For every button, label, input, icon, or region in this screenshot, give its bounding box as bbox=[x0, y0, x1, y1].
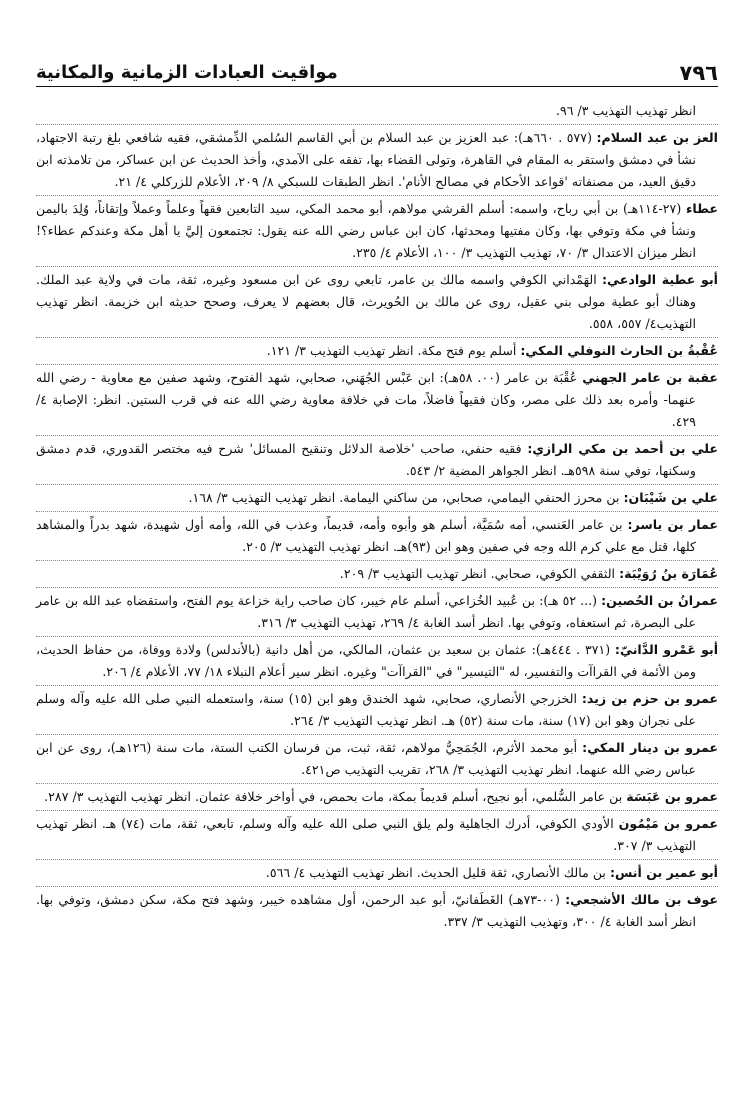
entry-text: (... ٥٢ هـ): بن عُبيد الخُزاعي، أسلم عام خيبر، كان صاحب راية خزاعة يوم الفتح، واستقضاه عبد الله بن عامر على البصرة، ثم استعفاه، وتوفي بها. انظر أسد الغابة ٤/ ٢٦٩، تهذيب التهذيب ٣/ ٣١٦. bbox=[36, 593, 696, 630]
list-item bbox=[36, 637, 718, 686]
list-item bbox=[36, 860, 718, 887]
entry-name: أبو عمير بن أنس: bbox=[609, 865, 718, 880]
entry-name: علي بن شَيْبَان: bbox=[623, 490, 718, 505]
list-item bbox=[36, 485, 718, 512]
entry-name: عمرو بن دينار المكي: bbox=[582, 740, 719, 755]
list-item bbox=[36, 561, 718, 588]
list-item bbox=[36, 196, 718, 267]
entry-text: فقيه حنفي، صاحب 'خلاصة الدلائل وتنقيح المسائل' شرح فيه مختصر القدوري، قدم دمشق وسكنها، توفي سنة ٥٩٨هـ. انظر الجواهر المضية ٢/ ٥٤٣. bbox=[36, 441, 696, 478]
entry-text: بن عامر السُّلمي، أبو نجيح، أسلم قديماً بمكة، مات بحمص، في أواخر خلافة عثمان. انظر تهذيب التهذيب ٣/ ٢٨٧. bbox=[44, 789, 627, 804]
entry-text: (٥٧٧ . ٦٦٠هـ): عبد العزيز بن عبد السلام بن أبي القاسم السُلمي الدِّمشقي، فقيه شافعي بلغ رتبة الاجتهاد، نشأ في دمشق واستقر به المقام في القاهرة، وتولى القضاء بها، تفقه على الآمدي، وأخذ الحديث عن ابن عساكر، من تلامذته ابن دقيق العيد، من مصنفاته 'قواعد الأحكام في مصالح الأنام'. انظر الطبقات للسبكي ٨/ ٢٠٩، الأعلام للزركلي ٤/ ٢١. bbox=[36, 130, 696, 189]
entry-text: (٣٧١ . ٤٤٤هـ): عثمان بن سعيد بن عثمان، المالكي، من أهل دانية (بالأندلس) ولادة ووفاة، من حفاظ الحديث، ومن الأئمة في القراآت والتفسير، له "التيسير" في "القراآت" وغيره. انظر سير أعلام النبلاء ١٨/ ٧٧، الأعلام ٤/ ٢٠٦. bbox=[36, 642, 696, 679]
list-item bbox=[36, 686, 718, 735]
list-item bbox=[36, 365, 718, 436]
entry-name: العز بن عبد السلام: bbox=[596, 130, 718, 145]
list-item bbox=[36, 267, 718, 338]
list-item bbox=[36, 735, 718, 784]
entry-text: بن مالك الأنصاري، ثقة قليل الحديث. انظر تهذيب التهذيب ٤/ ٥٦٦. bbox=[265, 865, 610, 880]
entry-text: (٠٠-٧٣هـ) الغَطَفانيّ، أبو عبد الرحمن، أول مشاهده خيبر، وشهد فتح مكة، سكن دمشق، وتوفي بها. انظر أسد الغابة ٤/ ٣٠٠، وتهذيب التهذيب ٣/ ٣٣٧. bbox=[36, 892, 696, 929]
entry-text: بن محرز الحنفي اليمامي، صحابي، من ساكني اليمامة. انظر تهذيب التهذيب ٣/ ١٦٨. bbox=[188, 490, 624, 505]
entry-text: أبو محمد الأثرم، الجُمَحِيُّ مولاهم، ثقة، ثبت، من فرسان الكتب الستة، مات سنة (١٢٦هـ)، روى عن ابن عباس رضي الله عنهما. انظر تهذيب التهذيب ٣/ ٢٦٨، تقريب التهذيب ص٤٢١. bbox=[36, 740, 696, 777]
entry-name: عمرانُ بن الحُصين: bbox=[601, 593, 718, 608]
entry-text: عُقْبَة بن عامر (٠٠. ٥٨هـ): ابن عَبْس الجُهَني، صحابي، شهد الفتوح، وشهد صفين مع معاوية - رضي الله عنهما- وأمره بعد ذلك على مصر، وكان فقيهاً فاضلاً، مات في خلافة معاوية رضي الله عنه في قرب الستين. انظر: الإصابة ٤/ ٤٢٩. bbox=[36, 370, 696, 429]
entry-text: (٢٧-١١٤هـ) بن أبي رباح، واسمه: أسلم القرشي مولاهم، أبو محمد المكي، سيد التابعين فقهاً وعلماً وعملاً وإتقاناً، وُلِدَ باليمن ونشأ في مكة وتوفي بها، وكان مفتيها ومحدثها، كان ابن عباس رضي الله عنه يقول: تجتمعون إليَّ يا أهل مكة وعندكم عطاء؟! انظر ميزان الاعتدال ٣/ ٧٠، تهذيب التهذيب ٣/ ١٠٠، الأعلام ٤/ ٢٣٥. bbox=[36, 201, 696, 260]
entry-text: الهَمْداني الكوفي واسمه مالك بن عامر، تابعي روى عن ابن مسعود وغيره، ثقة، مات في ولاية عبد الملك. وهناك أبو عطية مولى بني عقيل، روى عن مالك بن الحُويرث، قال بعضهم لا يعرف، وصحح حديثه ابن خزيمة. انظر تهذيب التهذيب٤/ ٥٥٧، ٥٥٨. bbox=[36, 272, 696, 331]
entry-name: عمار بن ياسر: bbox=[627, 517, 718, 532]
list-item bbox=[36, 98, 718, 125]
entry-name: عُقْبةُ بن الحارث النوفلي المكي: bbox=[520, 343, 718, 358]
list-item bbox=[36, 125, 718, 196]
page-number: ٧٩٦ bbox=[679, 61, 718, 85]
entry-name: علي بن أحمد بن مكي الرازي: bbox=[527, 441, 718, 456]
list-item bbox=[36, 338, 718, 365]
entry-name: عمرو بن حزم بن زيد: bbox=[581, 691, 718, 706]
list-item bbox=[36, 887, 718, 935]
entry-name: عمرو بن عَبَسَة bbox=[626, 789, 718, 804]
entry-text: الأودي الكوفي، أدرك الجاهلية ولم يلق النبي صلى الله عليه وآله وسلم، تابعي، ثقة، مات (٧٤) هـ. انظر تهذيب التهذيب ٣/ ٣٠٧. bbox=[36, 816, 696, 853]
entry-text: انظر تهذيب التهذيب ٣/ ٩٦. bbox=[555, 103, 696, 118]
list-item bbox=[36, 784, 718, 811]
entry-name: عوف بن مالك الأشجعي: bbox=[565, 892, 718, 907]
entry-name: أبو عَمْرو الدَّانيّ: bbox=[614, 642, 719, 657]
biography-list bbox=[36, 98, 718, 935]
list-item bbox=[36, 512, 718, 561]
entry-name: عطاء bbox=[685, 201, 719, 216]
page-header bbox=[36, 58, 718, 87]
entry-name: عمرو بن مَيْمُون bbox=[618, 816, 718, 831]
entry-text: الثقفي الكوفي، صحابي. انظر تهذيب التهذيب ٣/ ٢٠٩. bbox=[339, 566, 620, 581]
entry-text: بن عامر العَنسي، أمه سُمَيَّة، أسلم هو وأبوه وأمه، قديماً، وعذب في الله، وأمه أول شهيدة، شهد بدراً والمشاهد كلها، قتل مع علي كرم الله وجه في صفين وهو ابن (٩٣)هـ. انظر تهذيب التهذيب ٣/ ٢٠٥. bbox=[36, 517, 696, 554]
entry-text: الخزرجي الأنصاري، صحابي، شهد الخندق وهو ابن (١٥) سنة، واستعمله النبي صلى الله عليه وآله وسلم على نجران وهو ابن (١٧) سنة، مات سنة (٥٢) هـ. انظر تهذيب التهذيب ٣/ ٢٦٤. bbox=[36, 691, 696, 728]
entry-text: أسلم يوم فتح مكة. انظر تهذيب التهذيب ٣/ ١٢١. bbox=[266, 343, 521, 358]
entry-name: عُمَارَة بنُ رُوَيْبَة: bbox=[619, 566, 718, 581]
entry-name: عقبة بن عامر الجهني bbox=[582, 370, 718, 385]
running-title: مواقيت العبادات الزمانية والمكانية bbox=[36, 62, 338, 83]
list-item bbox=[36, 436, 718, 485]
list-item bbox=[36, 811, 718, 860]
entry-name: أبو عطية الوادعي: bbox=[602, 272, 718, 287]
list-item bbox=[36, 588, 718, 637]
